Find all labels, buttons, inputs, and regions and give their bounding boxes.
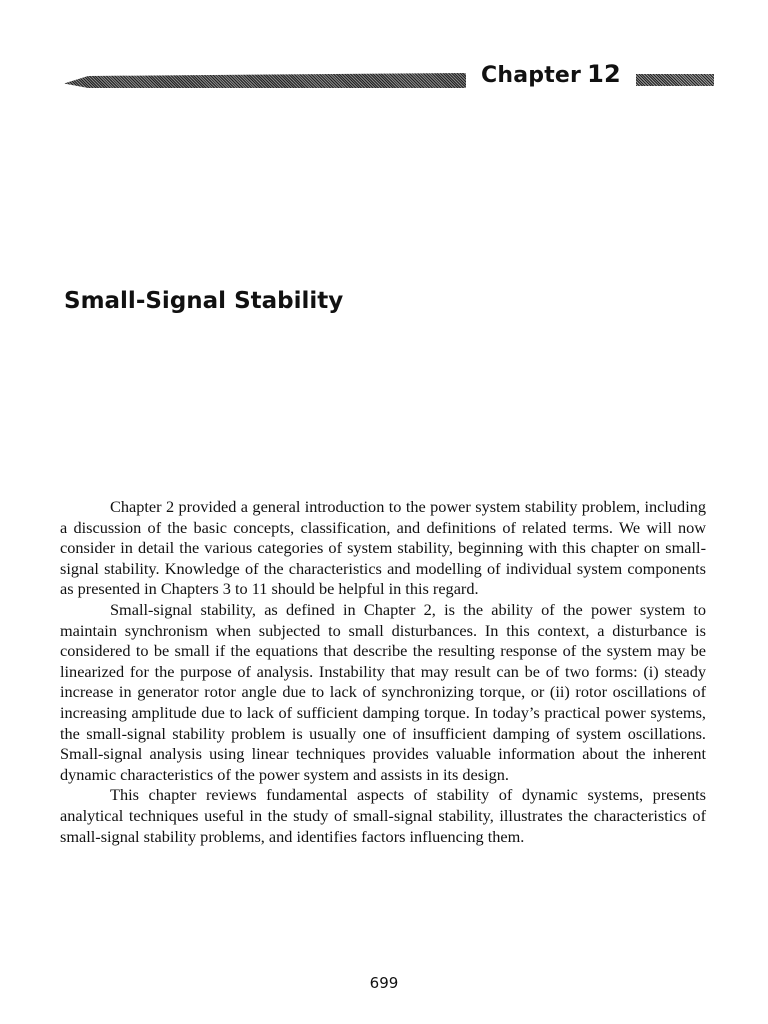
- chapter-header-rule-left: [64, 73, 466, 88]
- paragraph-3: This chapter reviews fundamental aspects of stability of dynamic systems, presents analytical techniques useful in the study of small-signal stability, illustrates the characteristics of small-signal stability problems, and identifies factors influencing them.: [60, 785, 706, 846]
- paragraph-2: Small-signal stability, as defined in Chapter 2, is the ability of the power system to maintain synchronism when subjected to small disturbances. In this context, a disturbance is considered to be small if the equations that describe the resulting response of the system may be linearized for the purpose of analysis. Instability that may result can be of two forms: (i) steady increase in generator rotor angle due to lack of synchronizing torque, or (ii) rotor oscillations of increasing amplitude due to lack of sufficient damping torque. In today’s practical power systems, the small-signal stability problem is usually one of insufficient damping of system oscillations. Small-signal analysis using linear techniques provides valuable information about the inherent dynamic characteristics of the power system and assists in its design.: [60, 599, 706, 784]
- chapter-word: Chapter: [481, 63, 582, 88]
- page-number: 699: [369, 974, 399, 992]
- chapter-introduction: [60, 497, 706, 847]
- chapter-number: 12: [587, 60, 621, 88]
- chapter-title: Small-Signal Stability: [64, 288, 344, 314]
- chapter-header-rule-right: [636, 74, 714, 86]
- chapter-heading: [481, 60, 621, 88]
- paragraph-1: Chapter 2 provided a general introduction to the power system stability problem, including a discussion of the basic concepts, classification, and definitions of related terms. We will now consider in detail the various categories of system stability, beginning with this chapter on small-signal stability. Knowledge of the characteristics and modelling of individual system components as presented in Chapters 3 to 11 should be helpful in this regard.: [60, 497, 706, 599]
